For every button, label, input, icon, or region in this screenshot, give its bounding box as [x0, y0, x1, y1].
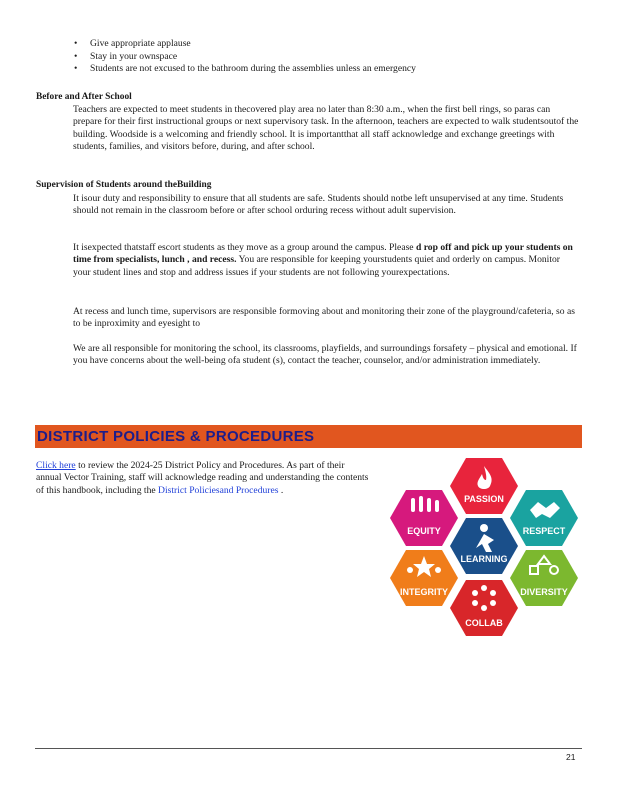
supervision-paragraph-3: At recess and lunch time, supervisors are responsible formoving about and monitoring their zone of the playground/cafeteria, so as to be inproximity and eyesight to — [73, 306, 575, 330]
bullet-item: • Stay in your ownspace — [74, 51, 416, 64]
before-after-paragraph: Teachers are expected to meet students in thecovered play area no later than 8:30 a.m., when the first bell rings, so paras can prepare for their first instructional groups or next supervisory task. In the afternoon, teachers are expected to walk studentsoutof the building. Woodside is a welcoming and friendly school. It is importantthat all staff acknowledge and exchange greetings with students, families, and visitors before, during, and after school. — [73, 104, 579, 153]
passion-hexagon — [450, 458, 518, 514]
policy-end: . — [278, 484, 284, 496]
respect-label: RESPECT — [522, 526, 566, 536]
assembly-bullet-list — [74, 38, 416, 76]
respect-hexagon — [510, 490, 578, 546]
bullet-item: • Students are not excused to the bathroom during the assemblies unless an emergency — [74, 63, 416, 76]
learning-hexagon — [450, 518, 518, 574]
footer-divider — [35, 748, 582, 749]
supervision-heading: Supervision of Students around theBuilding — [36, 180, 212, 190]
policy-paragraph — [36, 460, 370, 497]
passion-label: PASSION — [464, 494, 504, 504]
core-values-hexagons — [384, 452, 584, 642]
policy-text: to review the 2024-25 District Policy and Procedures. As part of their annual Vector Training, staff will acknowledge reading and understanding the contents of this handbook, including the — [36, 460, 369, 496]
p2-text-end: You are responsible for keeping yourstudents quiet and orderly on campus. Monitor your student lines and stop and address issues if your students are not following yourexpectations. — [73, 254, 560, 278]
diversity-hexagon — [510, 550, 578, 606]
diversity-label: DIVERSITY — [520, 587, 568, 597]
integrity-hexagon — [390, 550, 458, 606]
supervision-paragraph-2 — [73, 242, 579, 279]
district-policies-banner — [35, 425, 582, 448]
equity-hexagon — [390, 490, 458, 546]
before-after-heading: Before and After School — [36, 92, 132, 102]
click-here-link[interactable]: Click here — [36, 460, 76, 471]
collab-label: COLLAB — [465, 618, 503, 628]
district-policies-link[interactable]: District Policiesand Procedures — [158, 484, 279, 496]
core-values-graphic — [384, 452, 584, 642]
equity-label: EQUITY — [407, 526, 441, 536]
banner-title: DISTRICT POLICIES & PROCEDURES — [37, 428, 315, 445]
p2-bold-text: d rop off and pick up your students on time from specialists, lunch , and recess. — [73, 242, 573, 266]
supervision-paragraph-1: It isour duty and responsibility to ensure that all students are safe. Students should notbe left unsupervised at any time. Students should not remain in the classroom before or after school orduring recess without adult supervision. — [73, 193, 564, 217]
learning-label: LEARNING — [460, 554, 508, 564]
page-number: 21 — [566, 752, 576, 762]
collab-hexagon — [450, 580, 518, 636]
supervision-paragraph-4: We are all responsible for monitoring the school, its classrooms, playfields, and surroundings forsafety – physical and emotional. If you have concerns about the well-being ofa student (s), contact the teacher, counselor, and/or administration immediately. — [73, 343, 577, 367]
integrity-label: INTEGRITY — [399, 587, 449, 597]
p2-text: It isexpected thatstaff escort students as they move as a group around the campus. Please — [73, 242, 416, 253]
bullet-item: • Give appropriate applause — [74, 38, 416, 51]
